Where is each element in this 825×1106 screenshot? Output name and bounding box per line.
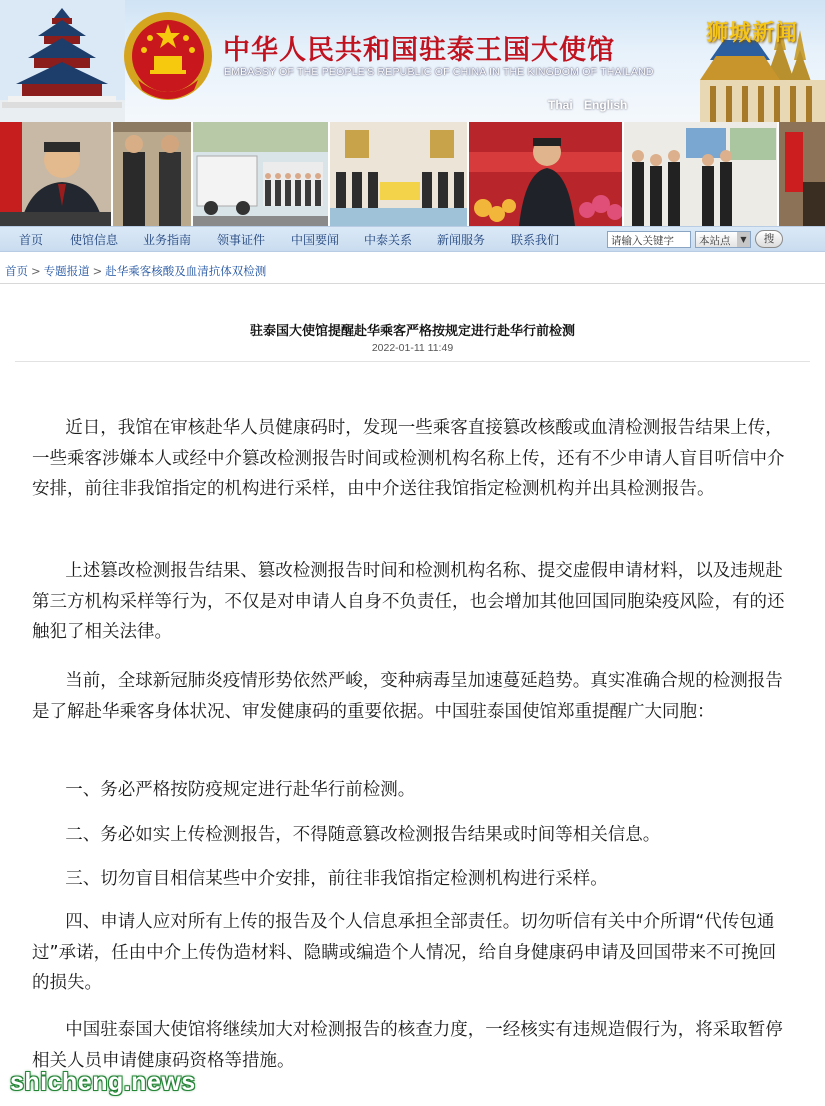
photo-flag-office — [779, 122, 825, 226]
article-paragraph: 近日，我馆在审核赴华人员健康码时，发现一些乘客直接篡改核酸或血清检测报告结果上传，一些乘客涉嫌本人或经中介篡改检测报告时间或检测机构名称上传，还有不少申请人盲目听信中介安排，前往非我馆指定的机构进行采样，由中介送往我馆指定检测机构并出具检测报告。 — [32, 418, 785, 499]
shicheng-news-watermark: shicheng.news — [10, 1068, 196, 1096]
breadcrumb-section[interactable]: 专题报道 — [43, 264, 90, 278]
breadcrumb — [5, 263, 266, 279]
chevron-down-icon: ▼ — [737, 232, 750, 247]
nav-item-china-thailand[interactable]: 中泰关系 — [364, 232, 413, 247]
article-paragraph: 三、切勿盲目相信某些中介安排，前往非我馆指定检测机构进行采样。 — [65, 869, 608, 889]
article-title: 驻泰国大使馆提醒赴华乘客严格按规定进行赴华行前检测 — [249, 324, 575, 339]
nav-item-consular[interactable]: 领事证件 — [217, 232, 266, 247]
lang-english-link[interactable]: English — [584, 98, 628, 112]
language-links — [548, 98, 635, 112]
breadcrumb-separator: > — [31, 264, 41, 278]
nav-item-contact[interactable]: 联系我们 — [511, 232, 560, 247]
nav-item-china-news[interactable]: 中国要闻 — [291, 232, 340, 247]
photo-donation-ceremony — [330, 122, 469, 226]
article-paragraph: 一、务必严格按防疫规定进行赴华行前检测。 — [65, 780, 416, 800]
article-date: 2022-01-11 11:49 — [371, 342, 454, 354]
shicheng-watermark: 狮城新闻 — [706, 21, 799, 46]
search-scope-select[interactable] — [695, 231, 751, 248]
divider — [15, 361, 810, 362]
article-paragraph: 二、务必如实上传检测报告，不得随意篡改检测报告结果或时间等相关信息。 — [65, 825, 661, 845]
article-paragraph: 中国驻泰国大使馆将继续加大对检测报告的核查力度，一经核实有违规造假行为，将采取暂停相关人员申请健康码资格等措施。 — [32, 1020, 783, 1071]
photo-ambulance-donation — [193, 122, 330, 226]
breadcrumb-separator: > — [92, 264, 103, 278]
nav-item-embassy-info[interactable]: 使馆信息 — [70, 232, 119, 247]
nav-item-service-guide[interactable]: 业务指南 — [143, 232, 192, 247]
search-button[interactable]: 搜 — [755, 230, 783, 248]
article-paragraph: 当前，全球新冠肺炎疫情形势依然严峻，变种病毒呈加速蔓延趋势。真实准确合规的检测报告是了解赴华乘客身体状况、审发健康码的重要依据。中国驻泰国使馆郑重提醒广大同胞： — [32, 671, 783, 722]
nav-item-news-service[interactable]: 新闻服务 — [437, 232, 486, 247]
photo-reception-speech — [469, 122, 624, 226]
photo-handshake — [113, 122, 193, 226]
search-input[interactable]: 请输入关键字 — [607, 231, 691, 248]
article-paragraph: 四、申请人应对所有上传的报告及个人信息承担全部责任。切勿听信有关中介所谓“代传包通过”承诺，任由中介上传伪造材料、隐瞒或编造个人情况，给自身健康码申请及回国带来不可挽回的损失。 — [32, 912, 777, 993]
embassy-title-en: EMBASSY OF THE PEOPLE'S REPUBLIC OF CHINA IN THE KINGDOM OF THAILAND — [224, 66, 654, 78]
nav-item-home[interactable]: 首页 — [19, 232, 44, 247]
site-banner — [0, 0, 825, 122]
breadcrumb-current[interactable]: 赴华乘客核酸及血清抗体双检测 — [105, 264, 267, 278]
divider — [0, 283, 825, 284]
article-paragraph: 上述篡改检测报告结果、篡改检测报告时间和检测机构名称、提交虚假申请材料，以及违规赴第三方机构采样等行为，不仅是对申请人自身不负责任，也会增加其他回国同胞染疫风险，有的还触犯了相关法律。 — [32, 561, 785, 642]
national-emblem-icon — [120, 8, 216, 108]
main-nav — [0, 226, 825, 252]
photo-strip — [0, 122, 825, 226]
temple-of-heaven-image — [0, 0, 125, 122]
search-scope-value: 本站点 — [699, 235, 731, 247]
lang-thai-link[interactable]: Thai — [548, 98, 573, 112]
embassy-title-cn: 中华人民共和国驻泰王国大使馆 — [223, 35, 615, 66]
breadcrumb-home[interactable]: 首页 — [5, 264, 28, 278]
photo-ambassador-portrait — [0, 122, 113, 226]
photo-exhibition — [624, 122, 779, 226]
